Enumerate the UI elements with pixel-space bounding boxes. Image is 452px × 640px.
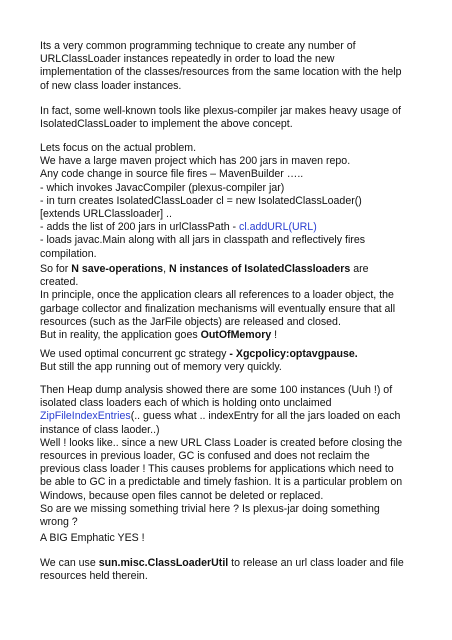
text-line xyxy=(40,557,420,570)
text-segment: We used optimal concurrent gc strategy xyxy=(40,348,230,360)
text-line: We have a large maven project which has 200 jars in maven repo. xyxy=(40,155,351,168)
text-line: A BIG Emphatic YES ! xyxy=(40,532,145,544)
text-line xyxy=(40,410,420,423)
text-line: previous class loader ! This causes problems for applications which need to xyxy=(40,463,394,476)
text-line: IsolatedClassLoader to implement the above concept. xyxy=(40,118,293,131)
bold-text: sun.misc.ClassLoaderUtil xyxy=(98,557,229,569)
text-segment: are xyxy=(350,263,369,275)
text-line: implementation of the classes/resources from the same location with the help xyxy=(40,66,402,79)
text-segment: (.. guess what .. indexEntry for all the jars loaded on each xyxy=(130,410,401,423)
text-line: resources in previous loader, GC is confused and does not reclaim the xyxy=(40,450,370,463)
paragraph-solution xyxy=(40,557,420,583)
text-line: garbage collector and finalization mechanisms will eventually ensure that all xyxy=(40,302,396,315)
text-segment: - adds the list of 200 jars in urlClassPath - xyxy=(40,221,240,234)
text-line: isolated class loaders each of which is holding onto unclaimed xyxy=(40,397,332,410)
text-line: In fact, some well-known tools like plexus-compiler jar makes heavy usage of xyxy=(40,105,401,117)
text-line: - loads javac.Main along with all jars in classpath and reflectively fires xyxy=(40,234,366,247)
text-segment: to release an url class loader and file xyxy=(228,557,404,569)
text-line: instance of class laoder..) xyxy=(40,423,160,436)
text-line: Well ! looks like.. since a new URL Class Loader is created before closing the xyxy=(40,436,403,449)
text-line: Then Heap dump analysis showed there are some 100 instances (Uuh !) of xyxy=(40,384,393,396)
text-line xyxy=(40,348,420,361)
bold-text: N save-operations xyxy=(71,263,164,275)
paragraph-intro xyxy=(40,40,420,93)
text-line: URLClassLoader instances repeatedly in order to load the new xyxy=(40,53,335,66)
text-line: resources held therein. xyxy=(40,570,148,583)
bold-text: - Xgcpolicy:optavgpause. xyxy=(229,348,358,360)
text-line: But still the app running out of memory very quickly. xyxy=(40,361,282,374)
bold-text: N instances of IsolatedClassloaders xyxy=(168,263,351,275)
text-segment: We can use xyxy=(40,557,99,569)
paragraph-save-operations xyxy=(40,263,420,342)
text-line: resources (such as the JarFile objects) are released and closed. xyxy=(40,315,341,328)
text-line: of new class loader instances. xyxy=(40,79,182,92)
text-line: Its a very common programming technique to create any number of xyxy=(40,40,356,52)
bold-text: OutOfMemory xyxy=(200,329,272,342)
text-line: created. xyxy=(40,276,79,289)
text-line: - in turn creates IsolatedClassLoader cl = new IsolatedClassLoader() xyxy=(40,194,362,207)
paragraph-gc-strategy xyxy=(40,348,420,374)
text-line: Lets focus on the actual problem. xyxy=(40,142,197,154)
text-line: compilation. xyxy=(40,247,97,260)
zipfileindexentries-link[interactable]: ZipFileIndexEntries xyxy=(40,410,131,423)
text-line xyxy=(40,329,420,342)
text-line: [extends URLClassloader] .. xyxy=(40,208,172,221)
text-line: Any code change in source file fires – MavenBuilder ….. xyxy=(40,168,304,181)
text-segment: But in reality, the application goes xyxy=(40,329,201,342)
text-line xyxy=(40,221,420,234)
text-segment: So for xyxy=(40,263,72,275)
text-line: Windows, because open files cannot be deleted or replaced. xyxy=(40,489,324,502)
text-line: - which invokes JavacCompiler (plexus-compiler jar) xyxy=(40,181,285,194)
addurl-link[interactable]: cl.addURL(URL) xyxy=(239,221,317,234)
paragraph-heap-dump xyxy=(40,384,420,529)
paragraph-plexus xyxy=(40,105,420,131)
text-line xyxy=(40,263,420,276)
text-line: In principle, once the application clears all references to a loader object, the xyxy=(40,289,394,302)
text-line: wrong ? xyxy=(40,516,78,529)
paragraph-problem xyxy=(40,142,420,261)
text-segment: , xyxy=(163,263,169,275)
text-line: be able to GC in a predictable and timely fashion. It is a particular problem on xyxy=(40,476,403,489)
text-line: So are we missing something trivial here ? Is plexus-jar doing something xyxy=(40,502,380,515)
paragraph-emphatic-yes xyxy=(40,532,420,545)
text-segment: ! xyxy=(271,329,278,342)
